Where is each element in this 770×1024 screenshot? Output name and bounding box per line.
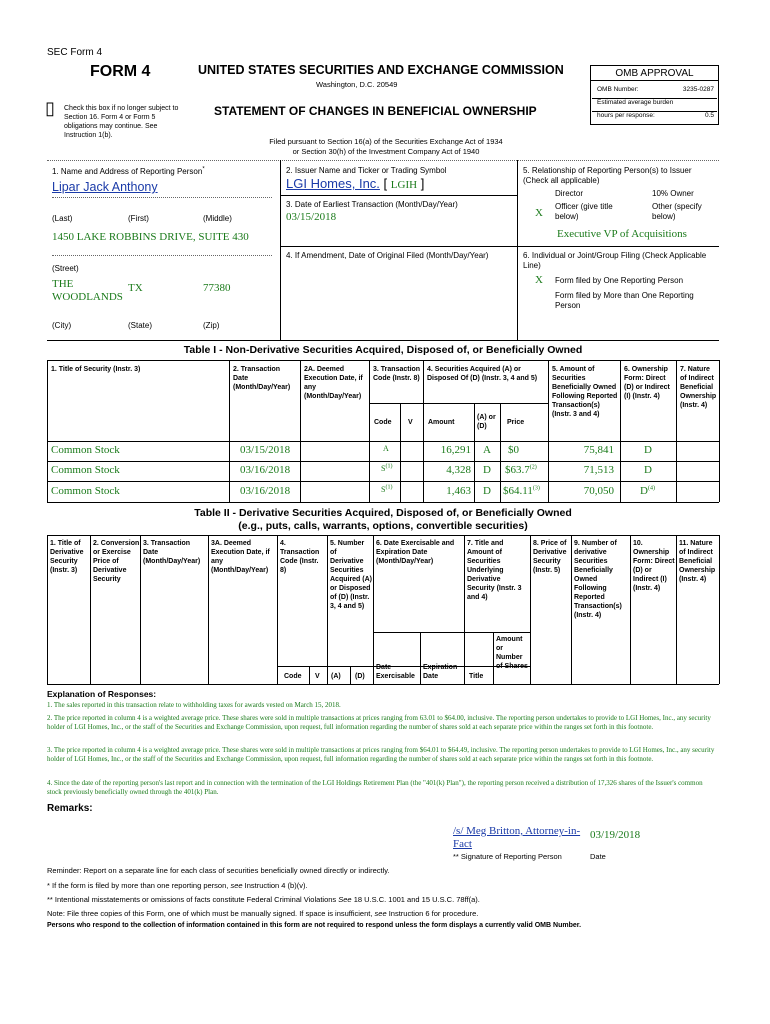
- t1-h3: 3. Transaction Code (Instr. 8): [373, 366, 421, 382]
- one-person-label: Form filed by One Reporting Person: [555, 276, 684, 285]
- burden-label: Estimated average burden: [597, 99, 674, 106]
- t1-h2: 2. Transaction Date (Month/Day/Year): [233, 366, 291, 391]
- t1-sub-v: V: [408, 419, 413, 426]
- table1-title: Table I - Non-Derivative Securities Acquired, Disposed of, or Beneficially Owned: [183, 344, 583, 356]
- row3-ad: D: [483, 485, 491, 497]
- t2-h5: 5. Number of Derivative Securities Acquired (A) or Disposed of (D) (Instr. 3, 4 and 5): [330, 540, 372, 610]
- t2-h10: 10. Ownership Form: Direct (D) or Indirect (I) (Instr. 4): [633, 540, 675, 592]
- box2-label: 2. Issuer Name and Ticker or Trading Symbol: [286, 166, 447, 175]
- box3-label: 3. Date of Earliest Transaction (Month/Day/Year): [286, 200, 458, 209]
- omb-persons-notice: Persons who respond to the collection of information contained in this form are not required to respond unless the form displays a currently valid OMB Number.: [47, 922, 582, 929]
- row1-amount: 16,291: [440, 444, 471, 456]
- note-misstatements: ** Intentional misstatements or omissions of facts constitute Federal Criminal Violations See 18 U.S.C. 1001 and 15 U.S.C. 78ff(a).: [47, 895, 480, 904]
- t1-sub-price: Price: [507, 419, 525, 426]
- footnote-2: 2. The price reported in column 4 is a weighted average price. These shares were sold in multiple transactions at prices ranging from 63.01 to $64.00, inclusive. The reporting person undertakes to provide to LGI Homes, Inc., any security holder of LGI Homes, Inc., or the staff of the Securities and Exchange Commission, upon request, full information regarding the number of shares sold at each separate price within the ranges set forth in this footnote.: [47, 714, 711, 731]
- officer-title: Executive VP of Acquisitions: [557, 228, 687, 240]
- hours-label: hours per response:: [597, 112, 655, 119]
- note-copies: Note: File three copies of this Form, one of which must be manually signed. If space is insufficient, see Instruction 6 for procedure.: [47, 909, 479, 918]
- row1-date: 03/15/2018: [240, 444, 291, 456]
- box4-label: 4. If Amendment, Date of Original Filed (Month/Day/Year): [286, 251, 489, 260]
- last-label: (Last): [52, 214, 73, 223]
- city-label: (City): [52, 321, 72, 330]
- state-label: (State): [128, 321, 153, 330]
- location: Washington, D.C. 20549: [316, 80, 398, 89]
- zip-value: 77380: [203, 282, 231, 294]
- row2-date: 03/16/2018: [240, 464, 291, 476]
- filed-pursuant-line1: Filed pursuant to Section 16(a) of the Securities Exchange Act of 1934: [269, 137, 503, 146]
- t2-h1: 1. Title of Derivative Security (Instr. 3): [50, 540, 84, 574]
- other-label: Other (specify below): [652, 202, 702, 221]
- one-person-checkmark[interactable]: X: [535, 274, 543, 286]
- officer-label: Officer (give title below): [555, 202, 613, 221]
- director-label: Director: [555, 189, 584, 198]
- row2-title: Common Stock: [51, 464, 120, 476]
- no-longer-subject-checkbox[interactable]: ▯: [45, 98, 55, 118]
- t1-h7: 7. Nature of Indirect Beneficial Ownership (Instr. 4): [680, 366, 717, 409]
- row2-price: $63.7$^{(2)}$: [505, 464, 537, 476]
- street-address: 1450 LAKE ROBBINS DRIVE, SUITE 430: [52, 231, 249, 243]
- row1-ad: A: [483, 444, 491, 456]
- issuer-name[interactable]: LGI Homes, Inc.: [286, 176, 380, 191]
- note-multiple-persons: * If the form is filed by more than one reporting person, see Instruction 4 (b)(v).: [47, 881, 308, 890]
- t2-h11: 11. Nature of Indirect Beneficial Ownership (Instr. 4): [679, 540, 716, 583]
- sec-form-label: SEC Form 4: [47, 47, 103, 58]
- earliest-transaction-date: 03/15/2018: [286, 211, 337, 223]
- row3-date: 03/16/2018: [240, 485, 291, 497]
- table2-subtitle: (e.g., puts, calls, warrants, options, convertible securities): [238, 520, 528, 532]
- box1-label: 1. Name and Address of Reporting Person*: [52, 166, 205, 176]
- t2-h2: 2. Conversion or Exercise Price of Derivative Security: [93, 540, 140, 583]
- signature-label: ** Signature of Reporting Person: [453, 852, 562, 861]
- signature[interactable]: /s/ Meg Britton, Attorney-in-Fact: [453, 825, 581, 850]
- row1-form: D: [644, 444, 652, 456]
- footnote-1: 1. The sales reported in this transaction relate to withholding taxes for awards vested on March 15, 2018.: [47, 701, 341, 709]
- officer-checkmark[interactable]: X: [535, 207, 543, 219]
- omb-number-value: 3235-0287: [682, 86, 714, 93]
- row3-owned: 70,050: [583, 485, 614, 497]
- footnote-4: 4. Since the date of the reporting person's last report and in connection with the termination of the LGI Holdings Retirement Plan (the "401(k) Plan"), the reporting person received a distribution of 17,326 shares of the Issuer's common stock previously beneficially owned through the 401(k) Plan.: [47, 779, 703, 796]
- middle-label: (Middle): [203, 214, 232, 223]
- t2-sub-exp: Expiration Date: [423, 664, 458, 680]
- row2-code: $S^{(1)}$: [381, 463, 393, 473]
- row1-title: Common Stock: [51, 444, 120, 456]
- state-value: TX: [128, 282, 143, 294]
- street-label: (Street): [52, 264, 79, 273]
- remarks-heading: Remarks:: [47, 803, 93, 814]
- checkbox-text: Check this box if no longer subject to Section 16. Form 4 or Form 5 obligations may continue. See Instruction 1(b).: [64, 105, 179, 139]
- issuer-line: LGI Homes, Inc. [ LGIH ]: [286, 176, 425, 191]
- omb-approval-box: [590, 65, 719, 125]
- row1-code: A: [383, 444, 389, 453]
- t2-sub-code: Code: [284, 673, 302, 680]
- t1-h1: 1. Title of Security (Instr. 3): [51, 366, 141, 373]
- t2-h9: 9. Number of derivative Securities Beneficially Owned Following Reported Transaction(s) (Instr. 4): [574, 540, 622, 619]
- first-label: (First): [128, 214, 149, 223]
- t2-h6: 6. Date Exercisable and Expiration Date (Month/Day/Year): [376, 540, 455, 565]
- t2-h8: 8. Price of Derivative Security (Instr. 5): [533, 540, 567, 574]
- commission-title: UNITED STATES SECURITIES AND EXCHANGE COMMISSION: [198, 63, 564, 77]
- omb-title: OMB APPROVAL: [591, 66, 718, 81]
- row3-code: $S^{(1)}$: [381, 484, 393, 494]
- t1-h5: 5. Amount of Securities Beneficially Owned Following Reported Transaction(s) (Instr. 3 and 4): [552, 366, 618, 418]
- hours-value: 0.5: [704, 112, 714, 119]
- row1-price: $0: [508, 444, 519, 456]
- omb-number-label: OMB Number:: [597, 86, 639, 93]
- t1-h4: 4. Securities Acquired (A) or Disposed Of (D) (Instr. 3, 4 and 5): [427, 366, 538, 382]
- ticker-symbol: LGIH: [390, 179, 418, 191]
- t1-sub-code: Code: [374, 419, 392, 426]
- date-label: Date: [590, 852, 606, 861]
- city-value: THE WOODLANDS: [52, 278, 123, 303]
- row1-owned: 75,841: [583, 444, 614, 456]
- row3-title: Common Stock: [51, 485, 120, 497]
- footnote-3: 3. The price reported in column 4 is a weighted average price. These shares were sold in multiple transactions at prices ranging from $64.01 to $64.49, inclusive. The reporting person undertakes to provide to LGI Homes, Inc., any security holder of LGI Homes, Inc., or the staff of the Securities and Exchange Commission, upon request, full information regarding the number of shares sold at each separate price within the ranges set forth in this footnote.: [47, 746, 715, 763]
- form-title: FORM 4: [90, 63, 151, 80]
- row3-form: $D^{(4)}$: [640, 485, 655, 497]
- t1-h2a: 2A. Deemed Execution Date, if any (Month/Day/Year): [304, 366, 363, 400]
- signature-date: 03/19/2018: [590, 829, 641, 841]
- zip-label: (Zip): [203, 321, 220, 330]
- ten-percent-owner-label: 10% Owner: [652, 189, 694, 198]
- table2-title: Table II - Derivative Securities Acquired, Disposed of, or Beneficially Owned: [194, 507, 572, 519]
- t1-h6: 6. Ownership Form: Direct (D) or Indirect (I) (Instr. 4): [624, 366, 670, 400]
- t1-sub-amount: Amount: [428, 419, 455, 426]
- t2-h3: 3. Transaction Date (Month/Day/Year): [143, 540, 201, 565]
- row3-price: $64.11$^{(3)}$: [503, 485, 540, 497]
- explanation-heading: Explanation of Responses:: [47, 689, 157, 699]
- t2-h3a: 3A. Deemed Execution Date, if any (Month/Day/Year): [211, 540, 270, 574]
- t2-sub-v: V: [315, 673, 320, 680]
- box6-label: 6. Individual or Joint/Group Filing (Check Applicable Line): [523, 251, 707, 270]
- t2-h7: 7. Title and Amount of Securities Underlying Derivative Security (Instr. 3 and 4): [467, 540, 522, 601]
- statement-title: STATEMENT OF CHANGES IN BENEFICIAL OWNERSHIP: [214, 104, 537, 118]
- reminder: Reminder: Report on a separate line for each class of securities beneficially owned directly or indirectly.: [47, 866, 390, 875]
- filed-pursuant-line2: or Section 30(h) of the Investment Company Act of 1940: [292, 147, 480, 156]
- t2-h4: 4. Transaction Code (Instr. 8): [280, 540, 320, 574]
- row3-amount: 1,463: [446, 485, 471, 497]
- row2-amount: 4,328: [446, 464, 471, 476]
- t2-sub-a: (A): [331, 673, 341, 680]
- reporting-person-name[interactable]: Lipar Jack Anthony: [52, 180, 158, 194]
- row2-form: D: [644, 464, 652, 476]
- t2-sub-title: Title: [469, 673, 484, 680]
- t2-sub-date-ex: Date Exercisable: [376, 664, 415, 680]
- more-persons-label: Form filed by More than One Reporting Person: [555, 291, 694, 310]
- t2-sub-amount: Amount or Number of Shares: [496, 636, 528, 670]
- box5-label: 5. Relationship of Reporting Person(s) to Issuer: [523, 166, 692, 175]
- row2-ad: D: [483, 464, 491, 476]
- t2-sub-d: (D): [355, 673, 365, 680]
- t1-sub-ad: (A) or (D): [477, 414, 496, 430]
- box5-sub: (Check all applicable): [523, 176, 600, 185]
- row2-owned: 71,513: [583, 464, 614, 476]
